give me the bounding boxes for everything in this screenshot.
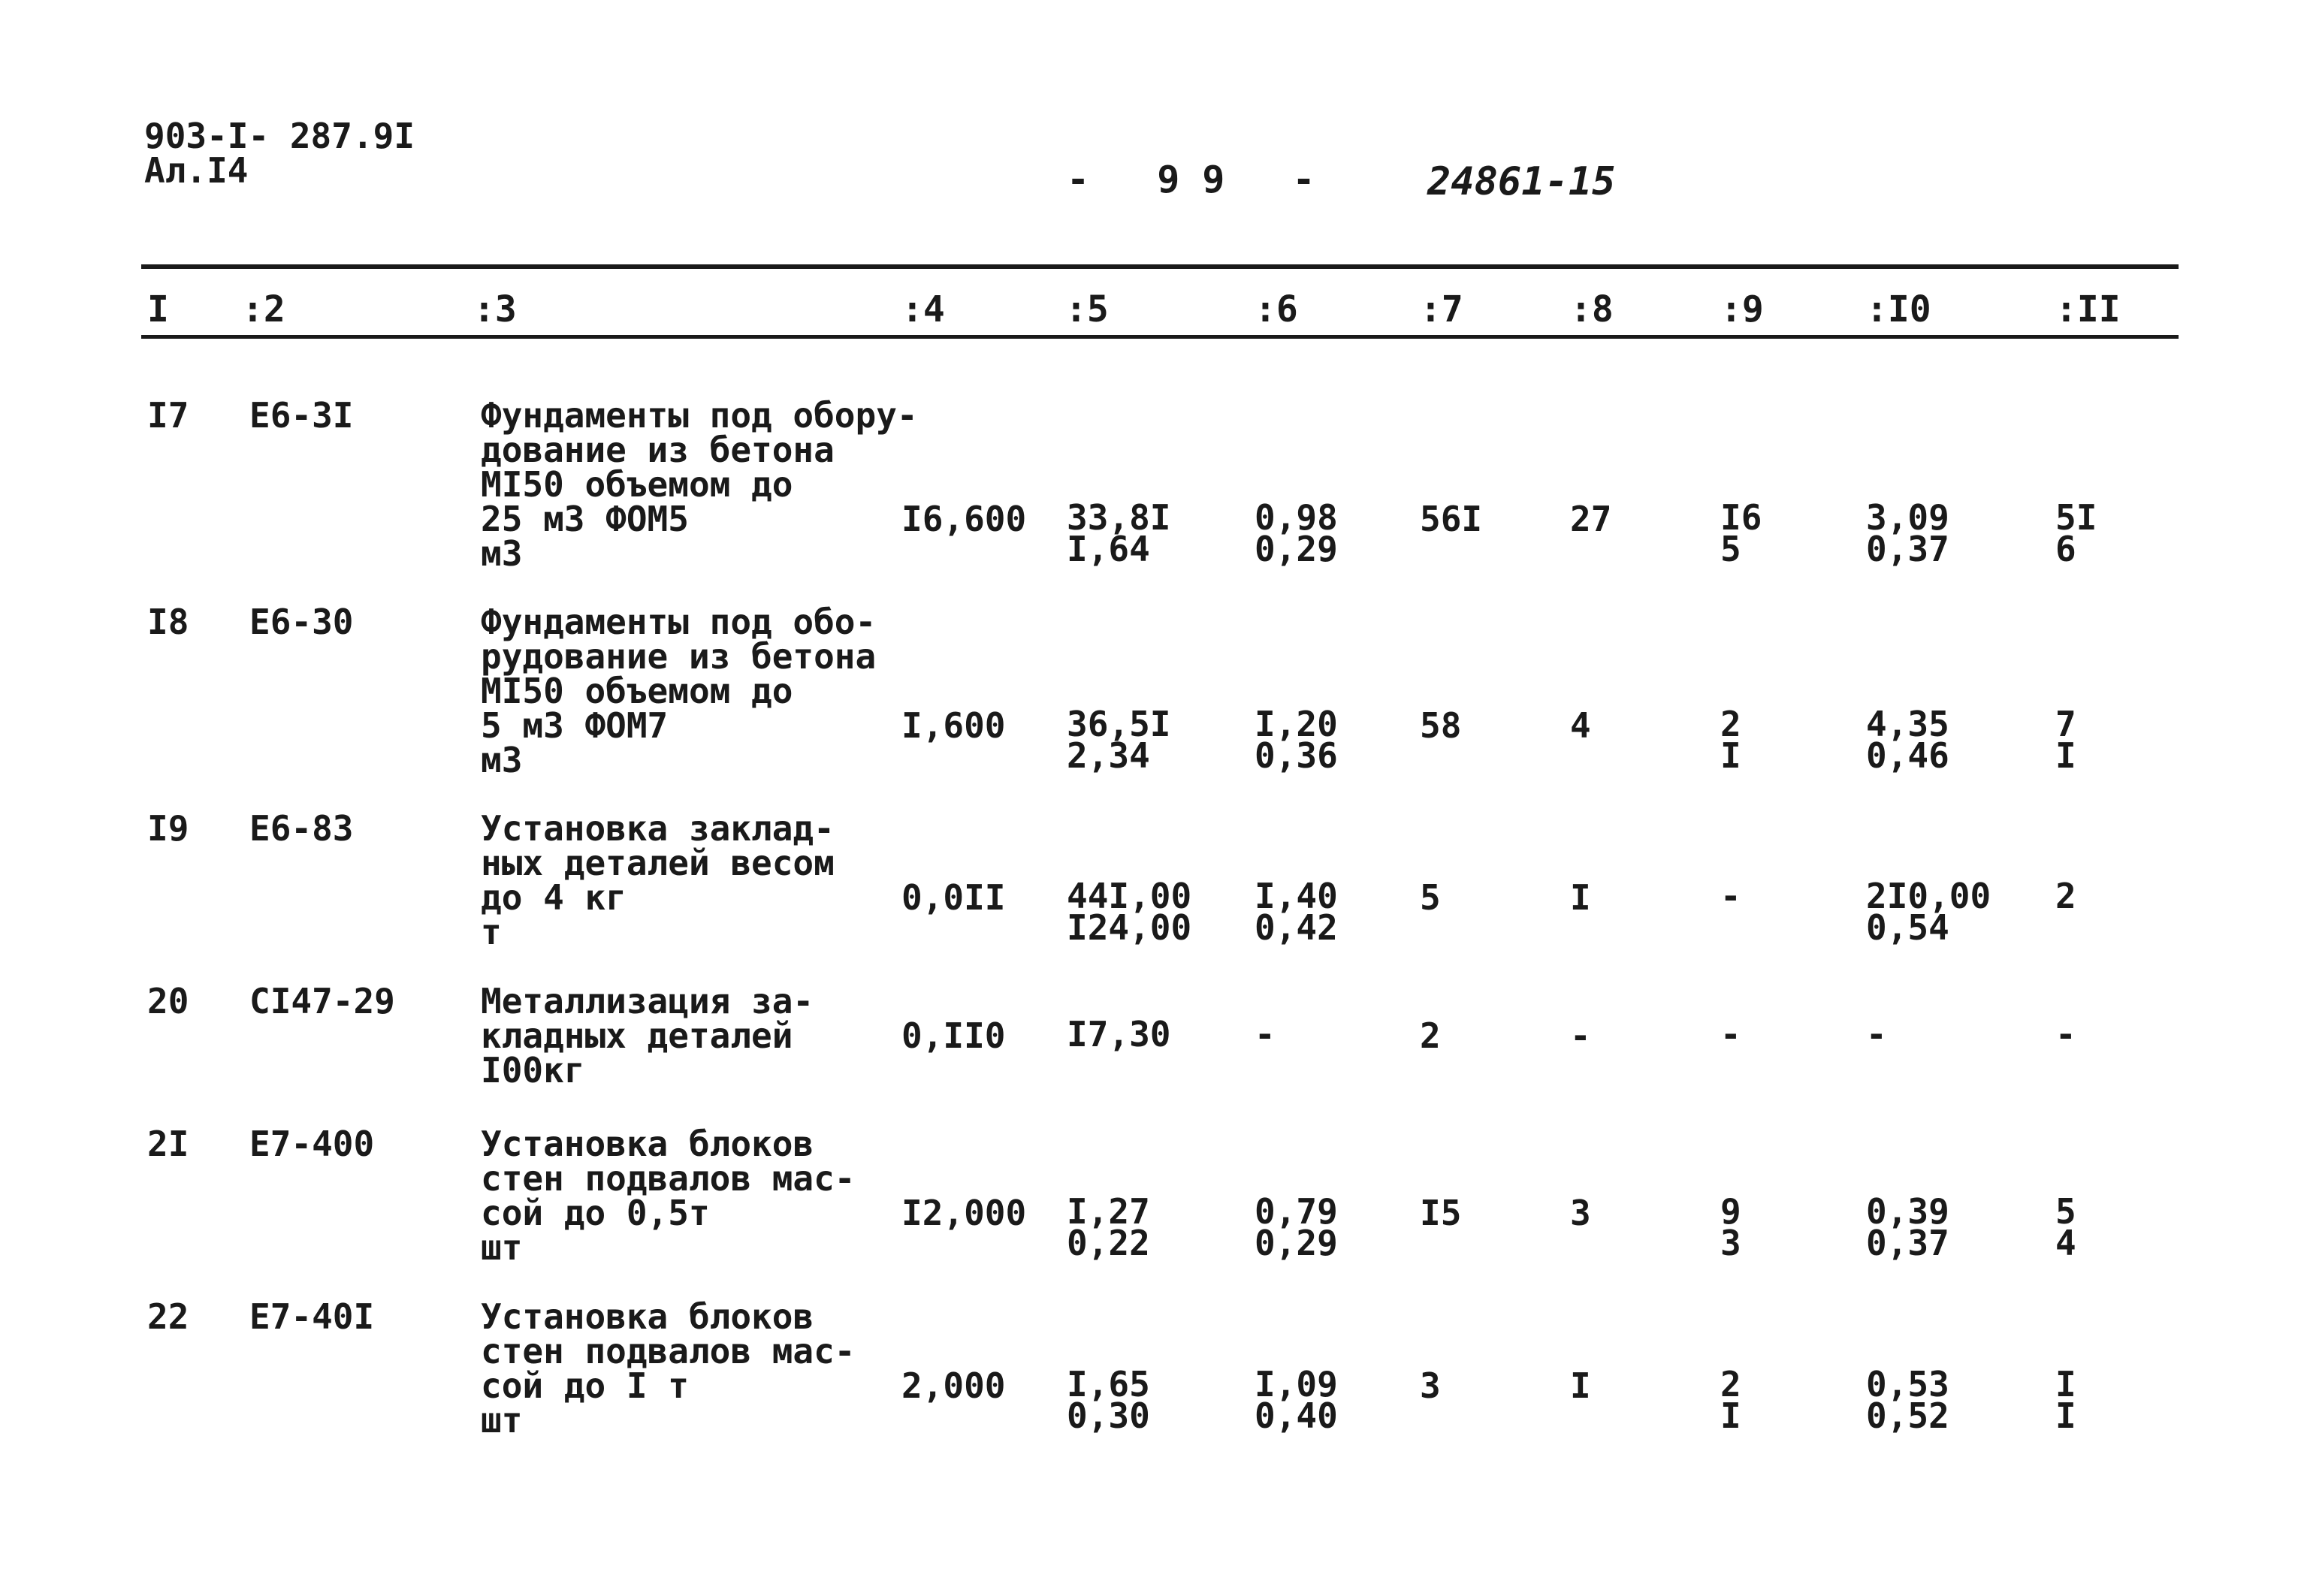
column-header-11: :II — [2055, 288, 2121, 330]
row-number: 2I — [147, 1124, 189, 1164]
row-col-9 — [1720, 497, 1762, 569]
row-code: E7-40I — [249, 1296, 375, 1337]
row-col-6 — [1255, 497, 1338, 569]
row-name-line: дование из бетона — [481, 430, 835, 470]
row-col-10 — [1866, 704, 1949, 776]
row-col-5 — [1067, 1014, 1171, 1054]
row-col-9-line: - — [1720, 1014, 1741, 1054]
row-name-line: 5 м3 ФОМ7 — [481, 705, 669, 746]
row-col-9 — [1720, 876, 1741, 916]
row-name-line: м3 — [481, 533, 523, 574]
row-col-6 — [1255, 1191, 1338, 1263]
column-header-3: :3 — [473, 288, 517, 330]
row-name-line: 25 м3 ФОМ5 — [481, 499, 689, 539]
row-code: E7-400 — [249, 1124, 375, 1164]
row-name-line: Установка блоков — [481, 1296, 814, 1337]
row-name — [481, 395, 918, 574]
row-col-5-line: I,65 — [1067, 1364, 1150, 1404]
row-number: 20 — [147, 981, 189, 1021]
row-name — [481, 981, 814, 1091]
row-col-5-line: 0,30 — [1067, 1395, 1150, 1436]
row-number: I7 — [147, 395, 189, 436]
row-col-10 — [1866, 876, 1991, 948]
row-col-10-line: 0,39 — [1866, 1191, 1949, 1232]
row-code: CI47-29 — [249, 981, 395, 1021]
row-col-10 — [1866, 1014, 1887, 1054]
row-col-10-line: 0,37 — [1866, 1223, 1949, 1263]
row-name-line: Металлизация за- — [481, 981, 814, 1021]
row-col-9 — [1720, 704, 1741, 776]
row-col-6-line: 0,98 — [1255, 497, 1338, 538]
row-col-11 — [2055, 1191, 2076, 1263]
column-header-9: :9 — [1720, 288, 1764, 330]
row-name-line: сой до 0,5т — [481, 1193, 710, 1233]
row-col-11 — [2055, 876, 2076, 916]
row-col-9-line: I — [1720, 735, 1741, 776]
row-quantity: I,600 — [901, 705, 1006, 746]
row-name-line: ных деталей весом — [481, 843, 835, 883]
row-col-5-line: I,64 — [1067, 529, 1150, 569]
row-name-line: Фундаменты под обору- — [481, 395, 918, 436]
row-number: I8 — [147, 602, 189, 642]
column-header-6: :6 — [1255, 288, 1298, 330]
row-col-7: 5 — [1420, 877, 1441, 918]
row-name — [481, 602, 877, 780]
row-quantity: 0,II0 — [901, 1015, 1006, 1056]
row-col-5-line: 33,8I — [1067, 497, 1171, 538]
column-header-5: :5 — [1065, 288, 1109, 330]
row-col-11 — [2055, 1364, 2076, 1436]
row-name-line: стен подвалов мас- — [481, 1331, 856, 1371]
row-col-5-line: 36,5I — [1067, 704, 1171, 744]
row-col-10 — [1866, 1364, 1949, 1436]
row-col-5-line: 0,22 — [1067, 1223, 1150, 1263]
row-col-9-line: 2 — [1720, 1364, 1741, 1404]
row-col-5-line: I24,00 — [1067, 907, 1192, 948]
row-col-7: 3 — [1420, 1365, 1441, 1406]
album-number: Ал.I4 — [144, 150, 249, 191]
row-col-11 — [2055, 704, 2076, 776]
row-col-8: I — [1570, 1365, 1591, 1406]
table-top-rule — [141, 264, 2179, 269]
table-header-rule — [141, 335, 2179, 339]
row-col-11 — [2055, 497, 2097, 569]
row-name-line: м3 — [481, 740, 523, 780]
row-col-10-line: - — [1866, 1014, 1887, 1054]
row-name-line: Установка блоков — [481, 1124, 814, 1164]
row-col-6 — [1255, 876, 1338, 948]
row-col-6-line: 0,40 — [1255, 1395, 1338, 1436]
row-col-5 — [1067, 876, 1192, 948]
column-header-7: :7 — [1420, 288, 1463, 330]
row-col-10-line: 3,09 — [1866, 497, 1949, 538]
row-col-11-line: - — [2055, 1014, 2076, 1054]
row-name-line: шт — [481, 1227, 523, 1268]
row-col-11-line: 4 — [2055, 1223, 2076, 1263]
row-col-11-line: I — [2055, 735, 2076, 776]
row-col-9-line: - — [1720, 876, 1741, 916]
row-name-line: рудование из бетона — [481, 636, 877, 677]
column-header-8: :8 — [1570, 288, 1614, 330]
row-col-8: 3 — [1570, 1193, 1591, 1233]
row-col-5 — [1067, 1191, 1150, 1263]
row-name-line: сой до I т — [481, 1365, 689, 1406]
row-name — [481, 808, 835, 952]
row-name-line: стен подвалов мас- — [481, 1158, 856, 1199]
row-name-line: кладных деталей — [481, 1015, 793, 1056]
row-col-5 — [1067, 704, 1171, 776]
row-col-6 — [1255, 704, 1338, 776]
row-col-6-line: 0,29 — [1255, 529, 1338, 569]
row-name-line: Фундаменты под обо- — [481, 602, 877, 642]
row-col-6-line: - — [1255, 1014, 1276, 1054]
row-col-9-line: 3 — [1720, 1223, 1741, 1263]
row-col-10-line: 0,52 — [1866, 1395, 1949, 1436]
row-col-8: 27 — [1570, 499, 1612, 539]
row-name-line: Установка заклад- — [481, 808, 835, 849]
row-name-line: МI50 объемом до — [481, 671, 793, 711]
row-name-line: I00кг — [481, 1050, 585, 1091]
page-marker: - 99 - — [1067, 158, 1338, 201]
column-header-4: :4 — [901, 288, 945, 330]
row-col-9-line: 9 — [1720, 1191, 1741, 1232]
row-col-6-line: 0,79 — [1255, 1191, 1338, 1232]
row-number: I9 — [147, 808, 189, 849]
row-col-6-line: 0,29 — [1255, 1223, 1338, 1263]
doc-code: 903-I- 287.9I — [144, 116, 415, 156]
row-col-10-line: 0,37 — [1866, 529, 1949, 569]
row-col-9 — [1720, 1191, 1741, 1263]
row-col-10-line: 4,35 — [1866, 704, 1949, 744]
column-header-2: :2 — [242, 288, 285, 330]
row-col-7: 58 — [1420, 705, 1462, 746]
row-col-9-line: I6 — [1720, 497, 1762, 538]
row-col-11-line: 2 — [2055, 876, 2076, 916]
row-col-11-line: 5 — [2055, 1191, 2076, 1232]
row-col-9 — [1720, 1014, 1741, 1054]
row-col-6-line: I,20 — [1255, 704, 1338, 744]
row-number: 22 — [147, 1296, 189, 1337]
row-code: E6-83 — [249, 808, 354, 849]
row-col-11-line: 5I — [2055, 497, 2097, 538]
row-col-7: 56I — [1420, 499, 1483, 539]
row-col-11-line: I — [2055, 1395, 2076, 1436]
row-col-6 — [1255, 1014, 1276, 1054]
row-col-10-line: 0,53 — [1866, 1364, 1949, 1404]
row-col-5-line: I,27 — [1067, 1191, 1150, 1232]
column-header-1: I — [147, 288, 169, 330]
row-quantity: I2,000 — [901, 1193, 1027, 1233]
row-col-5-line: 2,34 — [1067, 735, 1150, 776]
row-code: E6-3I — [249, 395, 354, 436]
row-col-6-line: I,40 — [1255, 876, 1338, 916]
row-col-11 — [2055, 1014, 2076, 1054]
row-col-8: 4 — [1570, 705, 1591, 746]
row-col-11-line: I — [2055, 1364, 2076, 1404]
row-col-5 — [1067, 497, 1171, 569]
row-col-6-line: I,09 — [1255, 1364, 1338, 1404]
row-col-8: I — [1570, 877, 1591, 918]
row-col-9-line: 2 — [1720, 704, 1741, 744]
row-name-line: до 4 кг — [481, 877, 627, 918]
row-name-line: т — [481, 912, 502, 952]
row-col-5-line: I7,30 — [1067, 1014, 1171, 1054]
row-code: E6-30 — [249, 602, 354, 642]
row-col-6-line: 0,36 — [1255, 735, 1338, 776]
row-col-10-line: 2I0,00 — [1866, 876, 1991, 916]
row-col-5 — [1067, 1364, 1150, 1436]
row-quantity: 2,000 — [901, 1365, 1006, 1406]
row-col-10 — [1866, 497, 1949, 569]
row-col-10-line: 0,46 — [1866, 735, 1949, 776]
row-col-7: I5 — [1420, 1193, 1462, 1233]
column-header-row — [0, 288, 2307, 333]
row-col-6-line: 0,42 — [1255, 907, 1338, 948]
row-quantity: 0,0II — [901, 877, 1006, 918]
row-name-line: МI50 объемом до — [481, 464, 793, 505]
row-name — [481, 1296, 856, 1441]
row-quantity: I6,600 — [901, 499, 1027, 539]
row-col-11-line: 7 — [2055, 704, 2076, 744]
doc-number: 24861-15 — [1427, 159, 1616, 204]
row-name-line: шт — [481, 1400, 523, 1441]
row-col-7: 2 — [1420, 1015, 1441, 1056]
row-col-11-line: 6 — [2055, 529, 2076, 569]
row-col-8: - — [1570, 1015, 1591, 1056]
row-name — [481, 1124, 856, 1268]
row-col-6 — [1255, 1364, 1338, 1436]
document-header-left — [144, 116, 415, 191]
column-header-10: :I0 — [1866, 288, 1931, 330]
row-col-5-line: 44I,00 — [1067, 876, 1192, 916]
row-col-10-line: 0,54 — [1866, 907, 1949, 948]
row-col-10 — [1866, 1191, 1949, 1263]
row-col-9-line: I — [1720, 1395, 1741, 1436]
row-col-9-line: 5 — [1720, 529, 1741, 569]
row-col-9 — [1720, 1364, 1741, 1436]
